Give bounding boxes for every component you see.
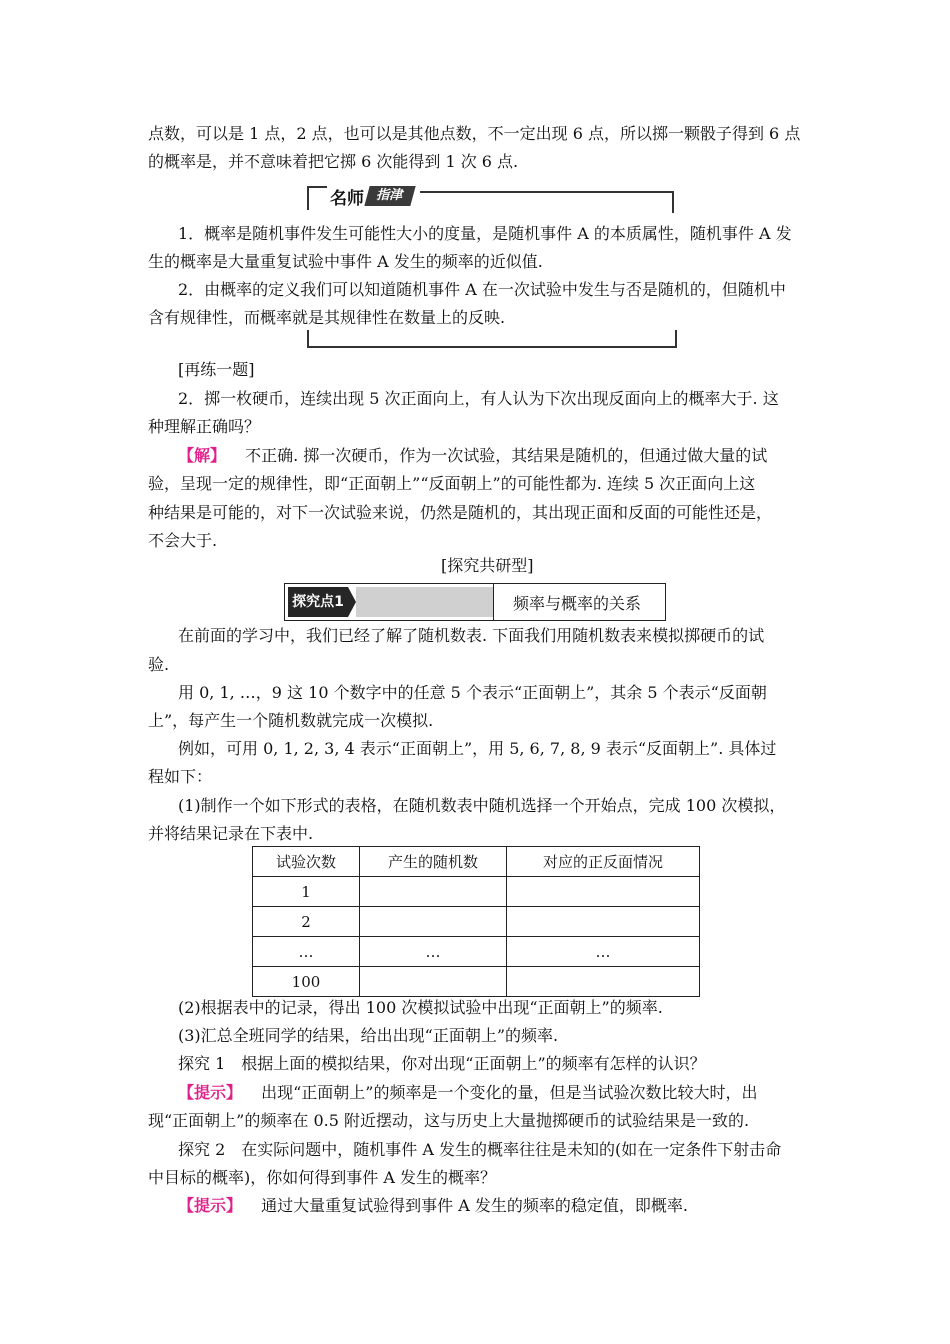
practice-question-line-2: 种理解正确吗？	[148, 417, 261, 436]
practice-answer-line-4: 不会大于.	[148, 531, 218, 550]
table-cell: 1	[253, 877, 360, 907]
step3-line: (3)汇总全班同学的结果，给出出现“正面朝上”的频率.	[178, 1026, 559, 1045]
table-cell	[507, 877, 700, 907]
hint-text: 出现“正面朝上”的频率是一个变化的量，但是当试验次数比较大时，出	[261, 1083, 758, 1102]
table-header-row	[253, 847, 700, 877]
banner-title-b: 指津	[364, 186, 415, 206]
tip-p1-line-2: 生的概率是大量重复试验中事件 A 发生的频率的近似值.	[148, 252, 543, 271]
hint-tag: 【提示】	[178, 1196, 243, 1215]
tip-box-corner-left	[307, 186, 327, 210]
table-header: 对应的正反面情况	[507, 847, 700, 877]
intro-line-2: 的概率是，并不意味着把它掷 6 次能得到 1 次 6 点.	[148, 152, 519, 171]
intro-line-1: 点数，可以是 1 点，2 点，也可以是其他点数，不一定出现 6 点，所以掷一颗骰子得到 6 点	[148, 124, 801, 143]
explore-p1-line-2: 验.	[148, 655, 170, 674]
tip-box-banner	[330, 184, 416, 208]
tip-p2-line-1: 2．由概率的定义我们可以知道随机事件 A 在一次试验中发生与否是随机的，但随机中	[178, 280, 786, 299]
simulation-table	[252, 846, 700, 997]
table-cell	[507, 907, 700, 937]
table-cell: …	[360, 937, 507, 967]
practice-answer-line-1	[178, 446, 767, 466]
explore2-question-line-2: 中目标的概率)，你如何得到事件 A 发生的概率？	[148, 1168, 496, 1187]
practice-answer-line-2: 验，呈现一定的规律性，即“正面朝上”“反面朝上”的可能性都为. 连续 5 次正面向上这	[148, 474, 756, 493]
explore1-answer-line-2: 现“正面朝上”的频率在 0.5 附近摆动，这与历史上大量抛掷硬币的试验结果是一致的.	[148, 1111, 750, 1130]
explore-point-divider	[493, 584, 494, 620]
hint-tag: 【提示】	[178, 1083, 243, 1102]
table-cell	[507, 967, 700, 997]
table-row	[253, 907, 700, 937]
explore1-answer-line-1	[178, 1083, 757, 1103]
answer-text: 不正确. 掷一次硬币，作为一次试验，其结果是随机的，但通过做大量的试	[245, 446, 768, 465]
tip-p1-line-1: 1．概率是随机事件发生可能性大小的度量，是随机事件 A 的本质属性，随机事件 A 发	[178, 224, 792, 243]
table-header: 产生的随机数	[360, 847, 507, 877]
table-cell	[360, 907, 507, 937]
explore2-question-line-1: 探究 2 在实际问题中，随机事件 A 发生的概率往往是未知的(如在一定条件下射击命	[178, 1140, 782, 1159]
tip-p2-line-2: 含有规律性，而概率就是其规律性在数量上的反映.	[148, 308, 506, 327]
tip-box-corner-right	[420, 191, 674, 213]
step2-line: (2)根据表中的记录，得出 100 次模拟试验中出现“正面朝上”的频率.	[178, 998, 663, 1017]
step1-line-2: 并将结果记录在下表中.	[148, 824, 314, 843]
table-header: 试验次数	[253, 847, 360, 877]
explore2-answer	[178, 1196, 688, 1216]
practice-question-line-1: 2．掷一枚硬币，连续出现 5 次正面向上，有人认为下次出现反面向上的概率大于. 这	[178, 389, 779, 408]
explore-p2-line-2: 上”，每产生一个随机数就完成一次模拟.	[148, 711, 434, 730]
explore-p2-line-1: 用 0, 1, …，9 这 10 个数字中的任意 5 个表示“正面朝上”，其余 5 个表示“反面朝	[178, 683, 767, 702]
explore-point-label: 探究点1	[288, 587, 348, 617]
explore-p1-line-1: 在前面的学习中，我们已经了解了随机数表. 下面我们用随机数表来模拟掷硬币的试	[178, 626, 765, 645]
practice-heading: [再练一题]	[178, 360, 255, 379]
table-cell	[360, 877, 507, 907]
practice-answer-line-3: 种结果是可能的，对下一次试验来说，仍然是随机的，其出现正面和反面的可能性还是，	[148, 503, 773, 522]
explore1-question: 探究 1 根据上面的模拟结果，你对出现“正面朝上”的频率有怎样的认识？	[178, 1054, 706, 1073]
table-cell: …	[507, 937, 700, 967]
table-row	[253, 937, 700, 967]
section-heading: [探究共研型]	[441, 556, 534, 575]
explore-point-title: 频率与概率的关系	[513, 594, 642, 613]
explore-point-header	[284, 583, 666, 621]
explore-p3-line-1: 例如，可用 0, 1, 2, 3, 4 表示“正面朝上”，用 5, 6, 7, 8, 9 表示“反面朝上”. 具体过	[178, 739, 777, 758]
table-cell: …	[253, 937, 360, 967]
table-row	[253, 877, 700, 907]
explore-p3-line-2: 程如下：	[148, 767, 213, 786]
explore-point-band	[356, 587, 493, 617]
table-cell: 2	[253, 907, 360, 937]
explore-point-arrow	[348, 587, 356, 617]
hint-text: 通过大量重复试验得到事件 A 发生的频率的稳定值，即概率.	[261, 1196, 688, 1215]
table-cell	[360, 967, 507, 997]
answer-tag: 【解】	[178, 446, 227, 465]
banner-title-a: 名师	[330, 189, 364, 209]
tip-box-bottom	[307, 330, 677, 348]
table-cell: 100	[253, 967, 360, 997]
table-row	[253, 967, 700, 997]
step1-line-1: (1)制作一个如下形式的表格，在随机数表中随机选择一个开始点，完成 100 次模拟，	[178, 796, 786, 815]
